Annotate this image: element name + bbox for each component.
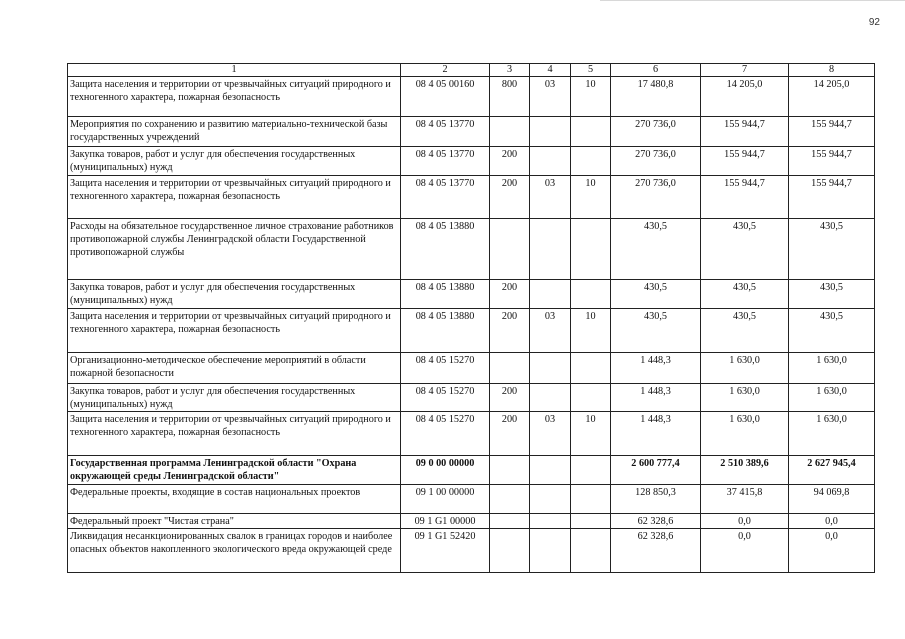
amount-year-2: 2 510 389,6 <box>701 456 789 485</box>
subsection <box>571 384 611 412</box>
row-name: Защита населения и территории от чрезвычайных ситуаций природного и техногенного характера, пожарная безопасность <box>68 176 401 219</box>
row-name: Организационно-методическое обеспечение мероприятий в области пожарной безопасности <box>68 353 401 384</box>
section <box>530 384 571 412</box>
table-row <box>68 280 875 309</box>
table-row <box>68 176 875 219</box>
expense-type: 200 <box>490 384 530 412</box>
section: 03 <box>530 309 571 353</box>
section <box>530 514 571 529</box>
section: 03 <box>530 176 571 219</box>
table-row <box>68 514 875 529</box>
section <box>530 117 571 147</box>
section <box>530 219 571 280</box>
table-row <box>68 485 875 514</box>
table-row <box>68 117 875 147</box>
amount-year-1: 128 850,3 <box>611 485 701 514</box>
amount-year-1: 1 448,3 <box>611 384 701 412</box>
amount-year-1: 62 328,6 <box>611 514 701 529</box>
subsection <box>571 514 611 529</box>
amount-year-2: 1 630,0 <box>701 412 789 456</box>
row-name: Ликвидация несанкционированных свалок в границах городов и наиболее опасных объектов накопленного экологического вреда окружающей среде <box>68 529 401 573</box>
target-code: 09 0 00 00000 <box>401 456 490 485</box>
subsection <box>571 353 611 384</box>
table-row <box>68 412 875 456</box>
column-number: 4 <box>530 64 571 77</box>
expense-type: 200 <box>490 309 530 353</box>
section <box>530 353 571 384</box>
amount-year-2: 1 630,0 <box>701 384 789 412</box>
column-number: 1 <box>68 64 401 77</box>
row-name: Государственная программа Ленинградской области "Охрана окружающей среды Ленинградской области" <box>68 456 401 485</box>
table-row <box>68 147 875 176</box>
expense-type <box>490 353 530 384</box>
amount-year-1: 270 736,0 <box>611 176 701 219</box>
row-name: Закупка товаров, работ и услуг для обеспечения государственных (муниципальных) нужд <box>68 147 401 176</box>
amount-year-3: 2 627 945,4 <box>789 456 875 485</box>
amount-year-1: 1 448,3 <box>611 412 701 456</box>
expense-type: 800 <box>490 77 530 117</box>
amount-year-3: 94 069,8 <box>789 485 875 514</box>
amount-year-3: 1 630,0 <box>789 353 875 384</box>
amount-year-2: 0,0 <box>701 514 789 529</box>
amount-year-1: 270 736,0 <box>611 117 701 147</box>
section <box>530 280 571 309</box>
subsection <box>571 529 611 573</box>
amount-year-1: 62 328,6 <box>611 529 701 573</box>
expense-type <box>490 117 530 147</box>
subsection <box>571 456 611 485</box>
expense-type <box>490 514 530 529</box>
target-code: 08 4 05 15270 <box>401 412 490 456</box>
amount-year-1: 17 480,8 <box>611 77 701 117</box>
section <box>530 456 571 485</box>
table-row <box>68 219 875 280</box>
budget-table <box>67 63 875 573</box>
target-code: 08 4 05 13880 <box>401 280 490 309</box>
section <box>530 529 571 573</box>
amount-year-3: 0,0 <box>789 514 875 529</box>
subsection: 10 <box>571 412 611 456</box>
amount-year-3: 430,5 <box>789 219 875 280</box>
expense-type <box>490 485 530 514</box>
amount-year-1: 430,5 <box>611 309 701 353</box>
amount-year-2: 37 415,8 <box>701 485 789 514</box>
target-code: 09 1 00 00000 <box>401 485 490 514</box>
amount-year-2: 155 944,7 <box>701 117 789 147</box>
target-code: 09 1 G1 52420 <box>401 529 490 573</box>
amount-year-1: 1 448,3 <box>611 353 701 384</box>
column-number: 5 <box>571 64 611 77</box>
amount-year-2: 430,5 <box>701 309 789 353</box>
column-number: 2 <box>401 64 490 77</box>
amount-year-3: 430,5 <box>789 280 875 309</box>
section <box>530 147 571 176</box>
subsection: 10 <box>571 77 611 117</box>
subsection <box>571 147 611 176</box>
amount-year-2: 430,5 <box>701 280 789 309</box>
column-number: 7 <box>701 64 789 77</box>
column-number: 3 <box>490 64 530 77</box>
subsection <box>571 219 611 280</box>
amount-year-3: 430,5 <box>789 309 875 353</box>
target-code: 08 4 05 13770 <box>401 117 490 147</box>
amount-year-3: 155 944,7 <box>789 147 875 176</box>
subsection: 10 <box>571 309 611 353</box>
target-code: 09 1 G1 00000 <box>401 514 490 529</box>
amount-year-1: 2 600 777,4 <box>611 456 701 485</box>
page-number: 92 <box>868 17 880 28</box>
subsection <box>571 280 611 309</box>
amount-year-3: 0,0 <box>789 529 875 573</box>
amount-year-2: 430,5 <box>701 219 789 280</box>
expense-type <box>490 529 530 573</box>
table-row <box>68 384 875 412</box>
amount-year-3: 1 630,0 <box>789 412 875 456</box>
amount-year-3: 155 944,7 <box>789 117 875 147</box>
row-name: Закупка товаров, работ и услуг для обеспечения государственных (муниципальных) нужд <box>68 384 401 412</box>
row-name: Федеральный проект "Чистая страна" <box>68 514 401 529</box>
target-code: 08 4 05 13880 <box>401 309 490 353</box>
row-name: Расходы на обязательное государственное личное страхование работников противопожарной службы Ленинградской области Государственной противопожарной службы <box>68 219 401 280</box>
section: 03 <box>530 412 571 456</box>
amount-year-1: 430,5 <box>611 219 701 280</box>
amount-year-2: 0,0 <box>701 529 789 573</box>
column-number: 6 <box>611 64 701 77</box>
expense-type <box>490 456 530 485</box>
amount-year-3: 155 944,7 <box>789 176 875 219</box>
expense-type: 200 <box>490 147 530 176</box>
target-code: 08 4 05 15270 <box>401 353 490 384</box>
row-name: Мероприятия по сохранению и развитию материально-технической базы государственных учреждений <box>68 117 401 147</box>
expense-type: 200 <box>490 176 530 219</box>
target-code: 08 4 05 15270 <box>401 384 490 412</box>
row-name: Защита населения и территории от чрезвычайных ситуаций природного и техногенного характера, пожарная безопасность <box>68 77 401 117</box>
table-row <box>68 309 875 353</box>
target-code: 08 4 05 13770 <box>401 176 490 219</box>
amount-year-2: 14 205,0 <box>701 77 789 117</box>
table-row <box>68 353 875 384</box>
target-code: 08 4 05 13770 <box>401 147 490 176</box>
column-number: 8 <box>789 64 875 77</box>
table-row-program <box>68 456 875 485</box>
target-code: 08 4 05 13880 <box>401 219 490 280</box>
expense-type: 200 <box>490 412 530 456</box>
amount-year-2: 155 944,7 <box>701 147 789 176</box>
amount-year-3: 1 630,0 <box>789 384 875 412</box>
subsection <box>571 485 611 514</box>
amount-year-2: 155 944,7 <box>701 176 789 219</box>
table-row <box>68 529 875 573</box>
section: 03 <box>530 77 571 117</box>
row-name: Федеральные проекты, входящие в состав национальных проектов <box>68 485 401 514</box>
top-divider <box>600 0 905 1</box>
expense-type <box>490 219 530 280</box>
amount-year-1: 430,5 <box>611 280 701 309</box>
row-name: Защита населения и территории от чрезвычайных ситуаций природного и техногенного характера, пожарная безопасность <box>68 309 401 353</box>
target-code: 08 4 05 00160 <box>401 77 490 117</box>
amount-year-1: 270 736,0 <box>611 147 701 176</box>
amount-year-2: 1 630,0 <box>701 353 789 384</box>
amount-year-3: 14 205,0 <box>789 77 875 117</box>
subsection: 10 <box>571 176 611 219</box>
row-name: Защита населения и территории от чрезвычайных ситуаций природного и техногенного характера, пожарная безопасность <box>68 412 401 456</box>
subsection <box>571 117 611 147</box>
row-name: Закупка товаров, работ и услуг для обеспечения государственных (муниципальных) нужд <box>68 280 401 309</box>
expense-type: 200 <box>490 280 530 309</box>
column-number-row <box>68 64 875 77</box>
table-row <box>68 77 875 117</box>
section <box>530 485 571 514</box>
